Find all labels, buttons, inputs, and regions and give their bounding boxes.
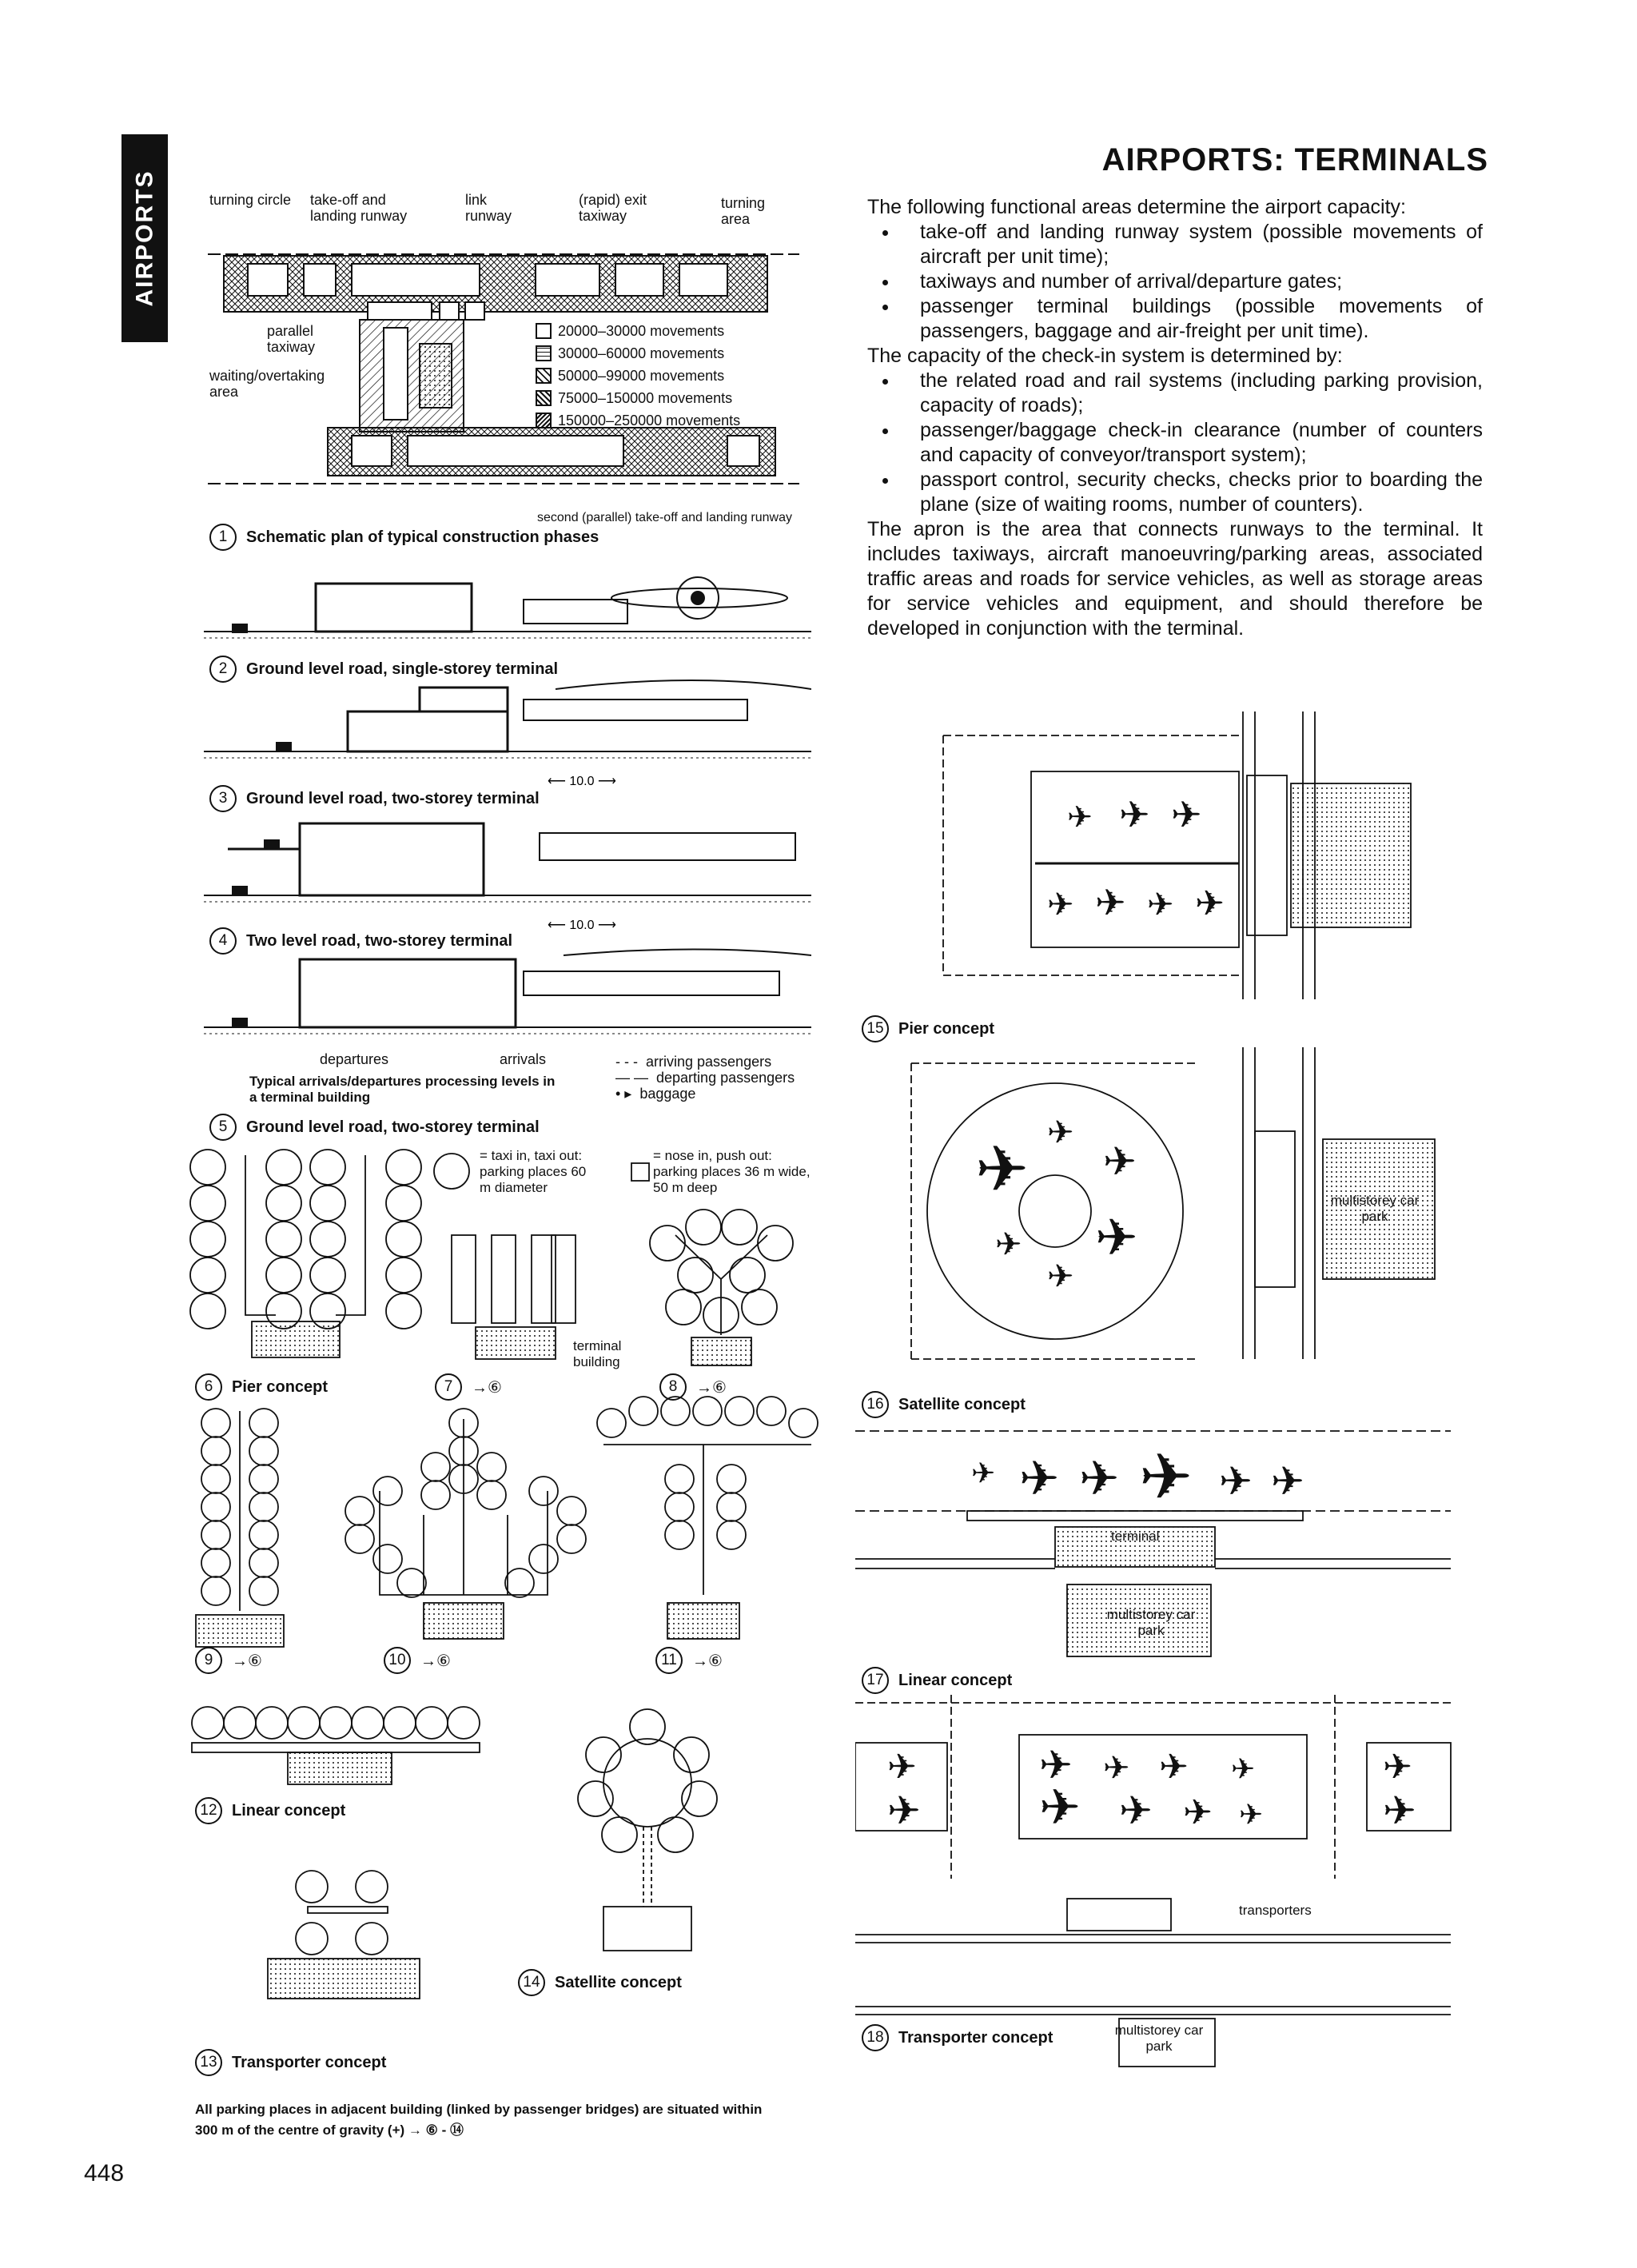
terminal-label: terminal — [1111, 1529, 1160, 1544]
list-item: • passenger/baggage check-in clearance (number of counters and capacity of conveyor/transport system); — [899, 418, 1483, 468]
parallel-taxiway-label: parallel taxiway — [267, 323, 316, 355]
caption-12: 12 Linear concept — [195, 1797, 345, 1824]
aircraft-icon: ✈ — [1171, 794, 1202, 835]
terminal-building-label: terminal building — [573, 1338, 622, 1369]
key-arriving: - - - arriving passengers — [615, 1054, 772, 1070]
aircraft-icon: ✈ — [1103, 1139, 1137, 1184]
list-item: • taxiways and number of arrival/departure gates; — [899, 269, 1483, 294]
takeoff-runway-label: take-off and landing runway — [310, 192, 408, 224]
page-title: AIRPORTS: TERMINALS — [1101, 142, 1488, 177]
list-item: • passenger terminal buildings (possible movements of passengers, baggage and air-freight per unit time). — [899, 294, 1483, 344]
left-concepts-drawing — [188, 1147, 827, 2091]
legend-row: 20000–30000 movements — [536, 320, 740, 342]
transporters-label: transporters — [1239, 1903, 1312, 1918]
capacity-list — [867, 220, 1483, 344]
aircraft-icon: ✈ — [1383, 1748, 1412, 1787]
aircraft-icon: ✈ — [1271, 1459, 1304, 1504]
aircraft-icon: ✈ — [975, 1134, 1030, 1205]
legend-swatch — [536, 345, 552, 361]
key-departing: — — departing passengers — [615, 1070, 795, 1086]
turning-area-label: turning area — [721, 195, 766, 227]
caption-3: 3 Ground level road, two-storey terminal — [209, 785, 540, 812]
aircraft-icon: ✈ — [995, 1227, 1022, 1262]
caption-17: 17 Linear concept — [862, 1667, 1012, 1694]
caption-13: 13 Transporter concept — [195, 2049, 386, 2076]
list-item: • take-off and landing runway system (possible movements of aircraft per unit time); — [899, 220, 1483, 269]
aircraft-icon: ✈ — [1139, 1441, 1193, 1513]
aircraft-icon: ✈ — [1119, 794, 1150, 835]
footnote: All parking places in adjacent building (linked by passenger bridges) are situated within 300 m of the centre of gravity (+) → ⑥ - ⑭ — [195, 2102, 763, 2138]
dimension-label: ⟵ 10.0 ⟶ — [548, 775, 616, 788]
caption-5: 5 Ground level road, two-storey terminal — [209, 1114, 540, 1141]
aircraft-icon: ✈ — [1095, 882, 1126, 923]
caption-9: 9 →⑥ — [195, 1647, 262, 1674]
turning-circle-label: turning circle — [209, 192, 292, 208]
legend-row: 150000–250000 movements — [536, 409, 740, 432]
list-item: • the related road and rail systems (including parking provision, capacity of roads); — [899, 369, 1483, 418]
section-tab: AIRPORTS — [121, 134, 168, 342]
caption-2: 2 Ground level road, single-storey terminal — [209, 656, 558, 683]
link-runway-label: link runway — [465, 192, 512, 224]
aircraft-icon: ✈ — [887, 1788, 921, 1833]
aircraft-icon: ✈ — [1039, 1743, 1073, 1788]
aircraft-icon: ✈ — [1119, 1788, 1153, 1833]
intro-text — [867, 195, 1483, 641]
right-concepts-drawing — [855, 696, 1495, 2214]
aircraft-icon: ✈ — [887, 1748, 917, 1787]
key-baggage: • ▸ baggage — [615, 1086, 696, 1102]
rapid-exit-label: (rapid) exit taxiway — [579, 192, 647, 224]
legend-swatch — [536, 390, 552, 406]
aircraft-icon: ✈ — [1195, 884, 1225, 923]
caption-16: 16 Satellite concept — [862, 1391, 1026, 1418]
aircraft-icon: ✈ — [1239, 1798, 1264, 1831]
caption-4: 4 Two level road, two-storey terminal — [209, 927, 512, 955]
intro-paragraph-2: The capacity of the check-in system is determined by: — [867, 345, 1343, 367]
legend-swatch — [536, 413, 552, 428]
aircraft-icon: ✈ — [971, 1457, 996, 1489]
aircraft-icon: ✈ — [1147, 887, 1174, 923]
movements-legend — [536, 320, 740, 432]
car-park-label: multistorey car park — [1330, 1193, 1420, 1224]
checkin-list — [867, 369, 1483, 517]
caption-18: 18 Transporter concept — [862, 2024, 1053, 2051]
legend-row: 50000–99000 movements — [536, 365, 740, 387]
arrivals-label: arrivals — [500, 1051, 547, 1067]
intro-paragraph-1: The following functional areas determine the airport capacity: — [867, 196, 1406, 218]
legend-swatch — [536, 368, 552, 384]
departures-label: departures — [320, 1051, 389, 1067]
caption-11: 11 →⑥ — [655, 1647, 723, 1674]
typical-levels-label: Typical arrivals/departures processing levels in a terminal building — [249, 1074, 556, 1105]
aircraft-icon: ✈ — [1039, 1780, 1081, 1836]
aircraft-icon: ✈ — [1047, 1115, 1074, 1150]
caption-15: 15 Pier concept — [862, 1015, 994, 1042]
aircraft-icon: ✈ — [1047, 1259, 1074, 1294]
aircraft-icon: ✈ — [1103, 1751, 1130, 1786]
waiting-area-label: waiting/overtaking area — [209, 368, 325, 400]
caption-8: 8 →⑥ — [659, 1373, 727, 1401]
aircraft-icon: ✈ — [1231, 1752, 1256, 1785]
aircraft-icon: ✈ — [1183, 1793, 1213, 1832]
intro-paragraph-3: The apron is the area that connects runways to the terminal. It includes taxiways, aircraft manoeuvring/parking areas, associated traffic areas and roads for service vehicles, as well as storage areas for service vehicles and equipment, and should therefore be developed in conjunction with the terminal. — [867, 518, 1483, 640]
dimension-label: ⟵ 10.0 ⟶ — [548, 919, 616, 932]
aircraft-icon: ✈ — [1067, 801, 1093, 835]
caption-1: 1 Schematic plan of typical construction phases — [209, 524, 599, 551]
aircraft-icon: ✈ — [1159, 1748, 1189, 1787]
caption-14: 14 Satellite concept — [518, 1969, 682, 1996]
caption-6: 6 Pier concept — [195, 1373, 328, 1401]
caption-10: 10 →⑥ — [384, 1647, 451, 1674]
nose-note: = nose in, push out: parking places 36 m wide, 50 m deep — [653, 1148, 811, 1195]
car-park-label: multistorey car park — [1106, 1607, 1196, 1638]
aircraft-icon: ✈ — [1079, 1452, 1120, 1505]
aircraft-icon: ✈ — [1219, 1459, 1253, 1504]
aircraft-icon: ✈ — [1047, 887, 1074, 923]
aircraft-icon: ✈ — [1019, 1452, 1060, 1505]
car-park-label: multistorey car park — [1114, 2023, 1204, 2054]
caption-7: 7 →⑥ — [435, 1373, 502, 1401]
second-runway-label: second (parallel) take-off and landing runway — [537, 511, 793, 524]
list-item: • passport control, security checks, checks prior to boarding the plane (size of waiting rooms, number of counters). — [899, 468, 1483, 517]
page-number: 448 — [84, 2160, 125, 2186]
section-key — [615, 1054, 795, 1102]
legend-row: 75000–150000 movements — [536, 387, 740, 409]
legend-swatch — [536, 323, 552, 339]
legend-row: 30000–60000 movements — [536, 342, 740, 365]
aircraft-icon: ✈ — [1383, 1788, 1416, 1833]
taxi-note: = taxi in, taxi out: parking places 60 m diameter — [480, 1148, 587, 1195]
aircraft-icon: ✈ — [1095, 1209, 1138, 1266]
